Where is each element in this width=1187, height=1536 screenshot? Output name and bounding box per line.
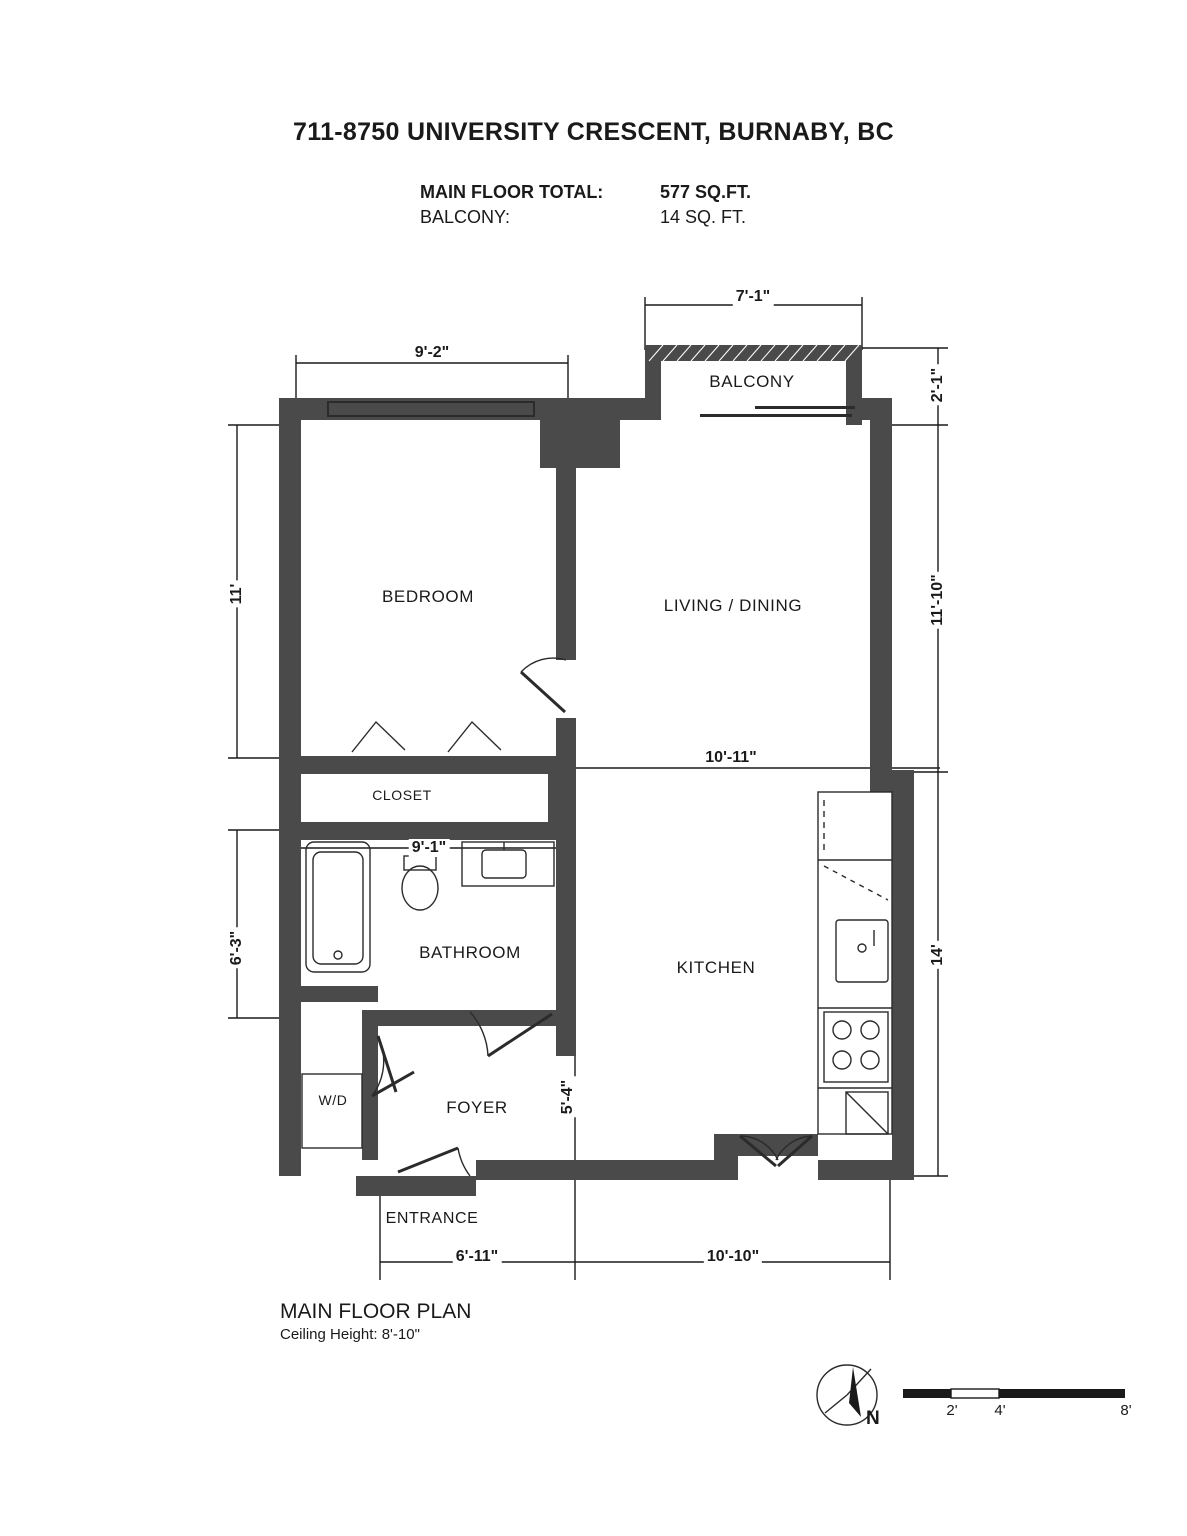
room-label-wd: W/D — [318, 1092, 348, 1108]
north-needle — [849, 1367, 861, 1417]
north-arrow-and-scale — [805, 1355, 1165, 1465]
summary-value-main-floor: 577 SQ.FT. — [660, 182, 752, 202]
room-label-entrance: ENTRANCE — [385, 1210, 479, 1227]
room-label-foyer: FOYER — [446, 1098, 508, 1117]
page-title: 711-8750 UNIVERSITY CRESCENT, BURNABY, BC — [293, 118, 894, 146]
dim-living-height: 11'-10" — [929, 571, 947, 628]
room-label-living-dining: LIVING / DINING — [663, 596, 803, 615]
scale-mark-2: 2' — [946, 1402, 958, 1419]
summary-label-balcony: BALCONY: — [420, 207, 511, 227]
dim-bathroom-height: 6'-3" — [228, 928, 246, 969]
room-label-bathroom: BATHROOM — [419, 943, 521, 962]
room-label-bedroom: BEDROOM — [381, 587, 475, 606]
dim-balcony-depth: 2'-1" — [929, 365, 947, 406]
summary-label-main-floor: MAIN FLOOR TOTAL: — [420, 182, 604, 202]
ceiling-height: Ceiling Height: 8'-10" — [280, 1326, 420, 1343]
dim-bottom-right-width: 10'-10" — [704, 1248, 762, 1266]
dim-balcony-width: 7'-1" — [733, 288, 774, 306]
dim-kitchen-height: 14' — [929, 941, 947, 969]
plan-title: MAIN FLOOR PLAN — [280, 1300, 472, 1323]
dim-foyer-height: 5'-4" — [559, 1077, 577, 1118]
room-label-balcony: BALCONY — [709, 372, 795, 391]
room-label-kitchen: KITCHEN — [676, 958, 756, 977]
north-label: N — [866, 1408, 880, 1429]
scale-mark-8: 8' — [1120, 1402, 1132, 1419]
dim-bathroom-width: 9'-1" — [409, 839, 450, 857]
summary-value-balcony: 14 SQ. FT. — [660, 207, 747, 227]
dim-bedroom-width: 9'-2" — [412, 344, 453, 362]
dim-bedroom-height: 11' — [228, 581, 246, 608]
room-label-closet: CLOSET — [372, 787, 432, 803]
scale-mark-4: 4' — [994, 1402, 1006, 1419]
dim-foyer-width: 6'-11" — [453, 1248, 502, 1266]
dim-kitchen-width: 10'-11" — [702, 749, 759, 767]
scale-bar — [903, 1389, 1125, 1398]
